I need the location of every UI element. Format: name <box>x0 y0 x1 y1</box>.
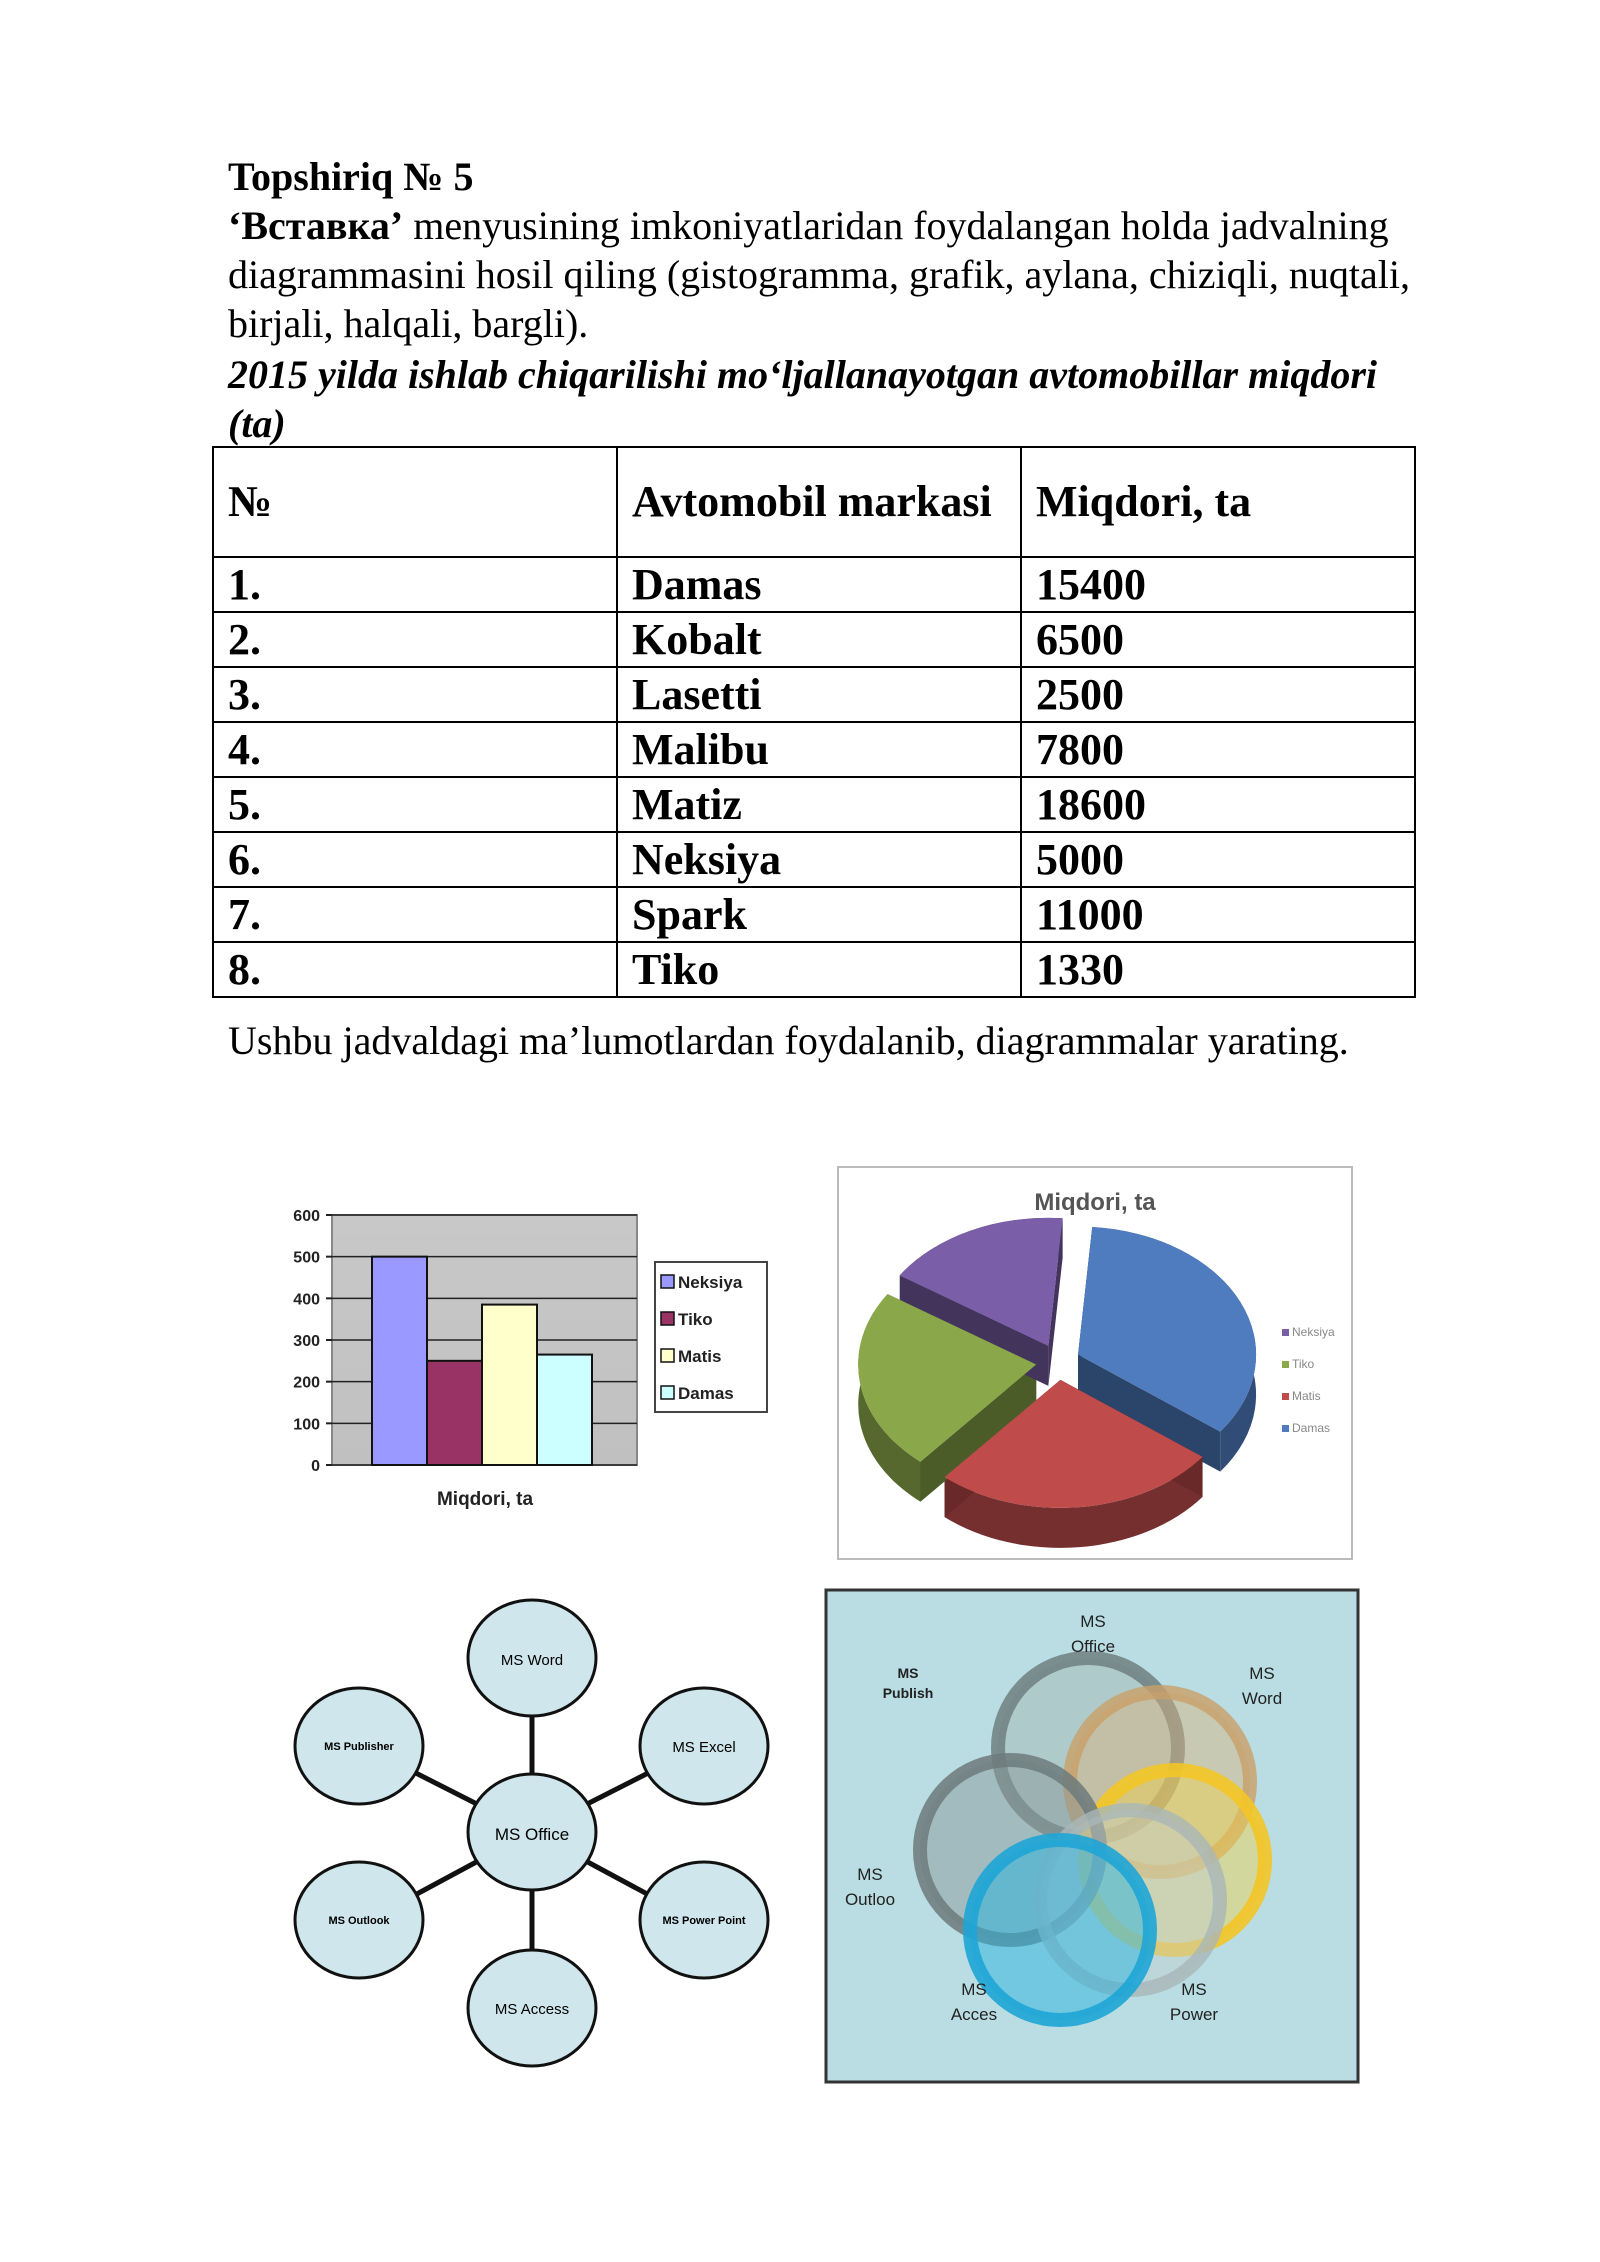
venn-label-power: MS Power <box>1169 1980 1219 2024</box>
pie-legend-swatch <box>1282 1425 1289 1432</box>
bar-y-tick-label: 100 <box>293 1416 320 1434</box>
header-number: № <box>213 447 617 557</box>
pie-legend-label: Neksiya <box>1292 1325 1335 1339</box>
venn-label-office: MS Office <box>1070 1612 1116 1656</box>
node-word-label: MS Word <box>500 1652 564 1669</box>
pie-legend-label: Matis <box>1292 1389 1321 1403</box>
node-powerpoint <box>640 1862 768 1978</box>
bar-y-tick-label: 200 <box>293 1374 320 1392</box>
pie-legend-swatch <box>1282 1393 1289 1400</box>
bar-y-axis <box>293 1208 332 1475</box>
cell-brand: Malibu <box>617 722 1021 777</box>
venn-label-access: MS Acces <box>950 1980 998 2024</box>
venn-label-publish: MS Publish <box>882 1665 934 1701</box>
pie-legend-label: Damas <box>1292 1421 1331 1435</box>
bar-y-tick-label: 400 <box>293 1291 320 1309</box>
cell-brand: Damas <box>617 557 1021 612</box>
node-publisher-label: MS Publisher <box>324 1741 394 1753</box>
node-center <box>468 1774 596 1890</box>
bar <box>537 1355 592 1465</box>
cell-number: 8. <box>213 942 617 997</box>
cell-quantity: 1330 <box>1021 942 1415 997</box>
bar-legend-swatch <box>661 1349 674 1362</box>
bar-legend-swatch <box>661 1275 674 1288</box>
node-publisher <box>295 1688 423 1804</box>
cell-number: 1. <box>213 557 617 612</box>
bar-y-tick-label: 600 <box>293 1208 320 1225</box>
header-brand: Avtomobil markasi <box>617 447 1021 557</box>
pie-title: Miqdori, ta <box>1034 1189 1156 1216</box>
cell-brand: Tiko <box>617 942 1021 997</box>
cell-quantity: 15400 <box>1021 557 1415 612</box>
node-powerpoint-label: MS Power Point <box>662 1915 746 1927</box>
cell-quantity: 11000 <box>1021 887 1415 942</box>
pie-chart <box>838 1167 1352 1559</box>
node-access-label: MS Access <box>494 2001 570 2018</box>
node-outlook <box>295 1862 423 1978</box>
bar-legend-swatch <box>661 1312 674 1325</box>
pie-legend-label: Tiko <box>1292 1357 1315 1371</box>
venn-diagram <box>826 1590 1358 2082</box>
cell-quantity: 2500 <box>1021 667 1415 722</box>
bar-legend-label: Matis <box>678 1347 722 1366</box>
venn-circle-access <box>970 1840 1150 2020</box>
cell-brand: Kobalt <box>617 612 1021 667</box>
bar-legend-label: Damas <box>678 1384 734 1403</box>
node-word <box>468 1600 596 1716</box>
task-title: Topshiriq № 5 <box>228 154 474 199</box>
cell-brand: Neksiya <box>617 832 1021 887</box>
task-description-text: menyusining imkoniyatlaridan foydalangan holda jadvalning diagrammasini hosil qiling (gistogramma, grafik, aylana, chiziqli, nuqtali, birjali, halqali, bargli). <box>228 203 1410 346</box>
node-center-label: MS Office <box>494 1825 570 1844</box>
pie-legend-swatch <box>1282 1329 1289 1336</box>
bar-x-axis-label: Miqdori, ta <box>436 1489 534 1510</box>
cell-brand: Matiz <box>617 777 1021 832</box>
cell-number: 2. <box>213 612 617 667</box>
pie-legend-swatch <box>1282 1361 1289 1368</box>
cell-number: 6. <box>213 832 617 887</box>
cell-number: 7. <box>213 887 617 942</box>
cell-number: 3. <box>213 667 617 722</box>
table-caption: 2015 yilda ishlab chiqarilishi mo‘ljallanayotgan avtomobillar miqdori (ta) <box>228 352 1378 446</box>
cell-quantity: 7800 <box>1021 722 1415 777</box>
node-access <box>468 1950 596 2066</box>
bar-legend-label: Neksiya <box>678 1273 743 1292</box>
cell-quantity: 6500 <box>1021 612 1415 667</box>
bar <box>372 1257 427 1465</box>
bar <box>427 1361 482 1465</box>
cell-brand: Spark <box>617 887 1021 942</box>
bar-y-tick-label: 0 <box>311 1458 320 1475</box>
cell-quantity: 18600 <box>1021 777 1415 832</box>
node-excel-label: MS Excel <box>672 1739 736 1756</box>
bar <box>482 1305 537 1465</box>
bar-y-tick-label: 500 <box>293 1249 320 1267</box>
cell-brand: Lasetti <box>617 667 1021 722</box>
bar-legend-swatch <box>661 1386 674 1399</box>
bar-legend-label: Tiko <box>678 1310 713 1329</box>
menu-name: ‘Вставка’ <box>228 203 404 248</box>
instruction-text: Ushbu jadvaldagi ma’lumotlardan foydalanib, diagrammalar yarating. <box>228 1018 1349 1063</box>
cell-quantity: 5000 <box>1021 832 1415 887</box>
cell-number: 4. <box>213 722 617 777</box>
venn-label-word: MS Word <box>1241 1664 1283 1708</box>
pie-slices <box>858 1218 1256 1548</box>
bar-y-tick-label: 300 <box>293 1333 320 1350</box>
venn-label-outlook: MS Outloo <box>844 1865 896 1909</box>
radial-diagram <box>295 1600 768 2066</box>
node-excel <box>640 1688 768 1804</box>
bar-chart <box>293 1208 767 1510</box>
header-quantity: Miqdori, ta <box>1021 447 1415 557</box>
node-outlook-label: MS Outlook <box>328 1915 390 1927</box>
cell-number: 5. <box>213 777 617 832</box>
